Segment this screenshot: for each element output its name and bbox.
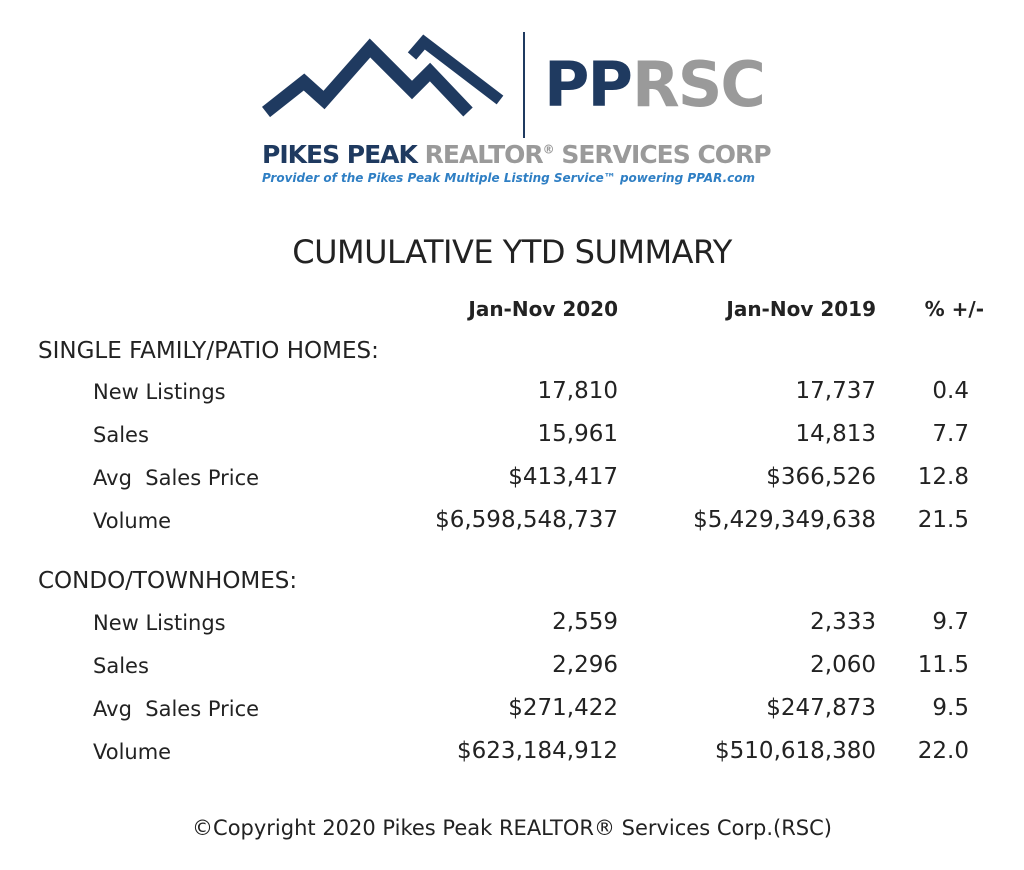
value-change: 12.8 [917,464,969,490]
value-current: 2,559 [552,609,618,635]
value-change: 11.5 [917,652,969,678]
value-change: 0.4 [932,378,969,404]
row-label: Sales [93,423,149,447]
value-prior: $5,429,349,638 [693,507,876,533]
value-change: 7.7 [932,421,969,447]
value-prior: 17,737 [795,378,876,404]
logo-divider [523,32,525,138]
table-row [0,740,1024,770]
row-label: New Listings [93,380,226,404]
mountain-logo-icon [262,34,506,120]
row-label: Sales [93,654,149,678]
table-row [0,654,1024,684]
table-row [0,466,1024,496]
copyright-notice: ©Copyright 2020 Pikes Peak REALTOR® Services Corp.(RSC) [192,816,832,840]
table-row [0,611,1024,641]
row-label: New Listings [93,611,226,635]
value-change: 21.5 [917,507,969,533]
column-header-current: Jan-Nov 2020 [468,297,618,321]
value-current: 15,961 [537,421,618,447]
logo-name-part-1: PIKES PEAK [262,140,425,169]
logo-rsc-text: RSC [632,48,764,121]
value-prior: 2,060 [810,652,876,678]
row-label: Volume [93,740,172,764]
value-prior: 14,813 [795,421,876,447]
section-heading-condo: CONDO/TOWNHOMES: [38,568,298,594]
row-label: Avg Sales Price [93,697,260,721]
value-prior: $366,526 [766,464,876,490]
logo-name-part-2: REALTOR [424,140,543,169]
logo-name-part-3: SERVICES CORP [553,140,771,169]
column-header-change: % +/- [924,297,984,321]
value-prior: 2,333 [810,609,876,635]
value-change: 9.5 [932,695,969,721]
value-change: 22.0 [917,738,969,764]
logo-pp-text: PP [544,48,631,121]
value-prior: $510,618,380 [715,738,876,764]
table-row [0,509,1024,539]
column-header-prior: Jan-Nov 2019 [726,297,876,321]
page-title: CUMULATIVE YTD SUMMARY [292,233,732,271]
logo-tagline: Provider of the Pikes Peak Multiple Listing Service™ powering PPAR.com [262,171,756,185]
table-row [0,697,1024,727]
value-current: $413,417 [508,464,618,490]
row-label: Avg Sales Price [93,466,260,490]
value-current: $271,422 [508,695,618,721]
company-logo [0,0,1024,200]
table-row [0,423,1024,453]
section-heading-single-family: SINGLE FAMILY/PATIO HOMES: [38,338,379,364]
logo-registered-mark: ® [542,142,554,157]
value-current: 2,296 [552,652,618,678]
row-label: Volume [93,509,172,533]
logo-company-name [262,142,771,167]
value-current: $6,598,548,737 [435,507,618,533]
table-row [0,380,1024,410]
value-change: 9.7 [932,609,969,635]
value-current: $623,184,912 [457,738,618,764]
value-prior: $247,873 [766,695,876,721]
value-current: 17,810 [537,378,618,404]
